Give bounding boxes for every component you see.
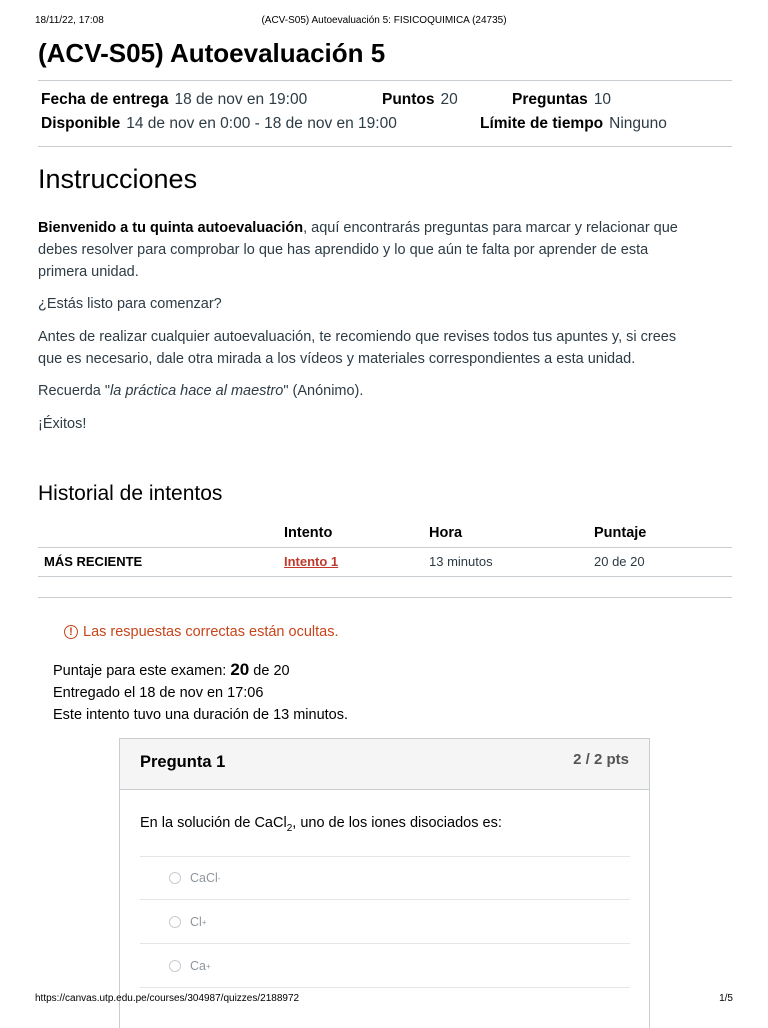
print-url: https://canvas.utp.edu.pe/courses/304987/quizzes/2188972 (35, 993, 300, 1004)
option-charge: + (205, 961, 211, 971)
available (41, 115, 397, 133)
page-title: (ACV-S05) Autoevaluación 5 (38, 38, 386, 68)
quote-suffix: " (Anónimo). (283, 383, 364, 399)
intro-text: debes resolver para comprobar lo que has aprendido y lo que aún te falta por aprender de esta (38, 242, 649, 258)
intro-text: primera unidad. (38, 264, 139, 280)
print-doc-title: (ACV-S05) Autoevaluación 5: FISICOQUIMICA (24735) (261, 15, 507, 26)
quote-prefix: Recuerda " (38, 383, 111, 399)
due-value: 18 de nov en 19:00 (174, 91, 308, 108)
row-time: 13 minutos (429, 554, 493, 569)
warning-icon: ! (64, 625, 78, 639)
answer-option[interactable] (169, 915, 206, 929)
radio-button[interactable] (169, 960, 181, 972)
column-header-score: Puntaje (594, 525, 647, 541)
answer-option[interactable] (169, 959, 211, 973)
time-limit-label: Límite de tiempo (480, 115, 604, 132)
questions (512, 91, 611, 109)
questions-label: Preguntas (512, 91, 588, 108)
points (382, 91, 458, 109)
score-value: 20 (230, 660, 250, 679)
option-charge: + (201, 917, 207, 927)
option-label: Ca (190, 959, 206, 973)
question-title: Pregunta 1 (140, 753, 226, 771)
due-label: Fecha de entrega (41, 91, 169, 108)
points-value: 20 (440, 91, 458, 108)
column-header-time: Hora (429, 525, 463, 541)
hidden-answers-alert (64, 624, 339, 640)
instructions-paragraph-2: ¿Estás listo para comenzar? (38, 296, 222, 312)
available-value: 14 de nov en 0:00 - 18 de nov en 19:00 (126, 115, 397, 132)
score-suffix: de 20 (253, 663, 290, 679)
instructions-heading: Instrucciones (38, 164, 198, 194)
radio-button[interactable] (169, 872, 181, 884)
divider (38, 146, 732, 147)
print-footer (0, 993, 768, 1007)
option-divider (140, 987, 630, 988)
questions-value: 10 (593, 91, 612, 108)
option-divider (140, 943, 630, 944)
option-divider (140, 856, 630, 857)
column-header-attempt: Intento (284, 525, 333, 541)
section-divider (38, 597, 732, 598)
print-header (0, 15, 768, 29)
instructions-paragraph-1 (38, 217, 738, 283)
intro-bold: Bienvenido a tu quinta autoevaluación (38, 220, 304, 236)
question-text-part: , uno de los iones disociados es: (292, 815, 502, 831)
time-limit (480, 115, 667, 133)
score-summary (53, 660, 290, 680)
available-label: Disponible (41, 115, 121, 132)
question-points: 2 / 2 pts (573, 751, 629, 768)
instructions-paragraph-3 (38, 326, 738, 370)
question-text-subscript: 2 (286, 822, 293, 834)
time-limit-value: Ninguno (609, 115, 667, 132)
question-text-part: En la solución de CaCl (140, 815, 287, 831)
alert-text: Las respuestas correctas están ocultas. (83, 624, 339, 640)
option-label: Cl (190, 915, 202, 929)
table-divider (38, 576, 732, 577)
question-header (120, 739, 649, 790)
table-row (284, 554, 338, 569)
divider (38, 80, 732, 81)
instructions-paragraph-5: ¡Éxitos! (38, 416, 87, 432)
intro-text: , aquí encontrarás preguntas para marcar y relacionar que (303, 220, 678, 236)
option-label: CaCl (190, 871, 218, 885)
submitted-at: Entregado el 18 de nov en 17:06 (53, 685, 264, 701)
answer-option[interactable] (169, 871, 220, 885)
points-label: Puntos (382, 91, 435, 108)
option-divider (140, 899, 630, 900)
print-date: 18/11/22, 17:08 (35, 15, 104, 26)
instructions-paragraph-4 (38, 380, 738, 402)
advice-text: que es necesario, dale otra mirada a los vídeos y materiales correspondientes a esta unidad. (38, 351, 636, 367)
score-prefix: Puntaje para este examen: (53, 663, 227, 679)
due-date (41, 91, 307, 109)
row-label: MÁS RECIENTE (44, 554, 143, 569)
row-score: 20 de 20 (594, 554, 645, 569)
radio-button[interactable] (169, 916, 181, 928)
quote-text: la práctica hace al maestro (110, 383, 284, 399)
option-charge: - (217, 873, 221, 883)
advice-text: Antes de realizar cualquier autoevaluación, te recomiendo que revises todos tus apuntes y, si crees (38, 329, 677, 345)
question-text (140, 815, 502, 834)
history-heading: Historial de intentos (38, 482, 223, 505)
attempt-link[interactable]: Intento 1 (284, 554, 339, 569)
question-card (119, 738, 650, 1028)
table-divider (38, 547, 732, 548)
print-page-number: 1/5 (719, 993, 733, 1004)
attempt-duration: Este intento tuvo una duración de 13 minutos. (53, 707, 349, 723)
